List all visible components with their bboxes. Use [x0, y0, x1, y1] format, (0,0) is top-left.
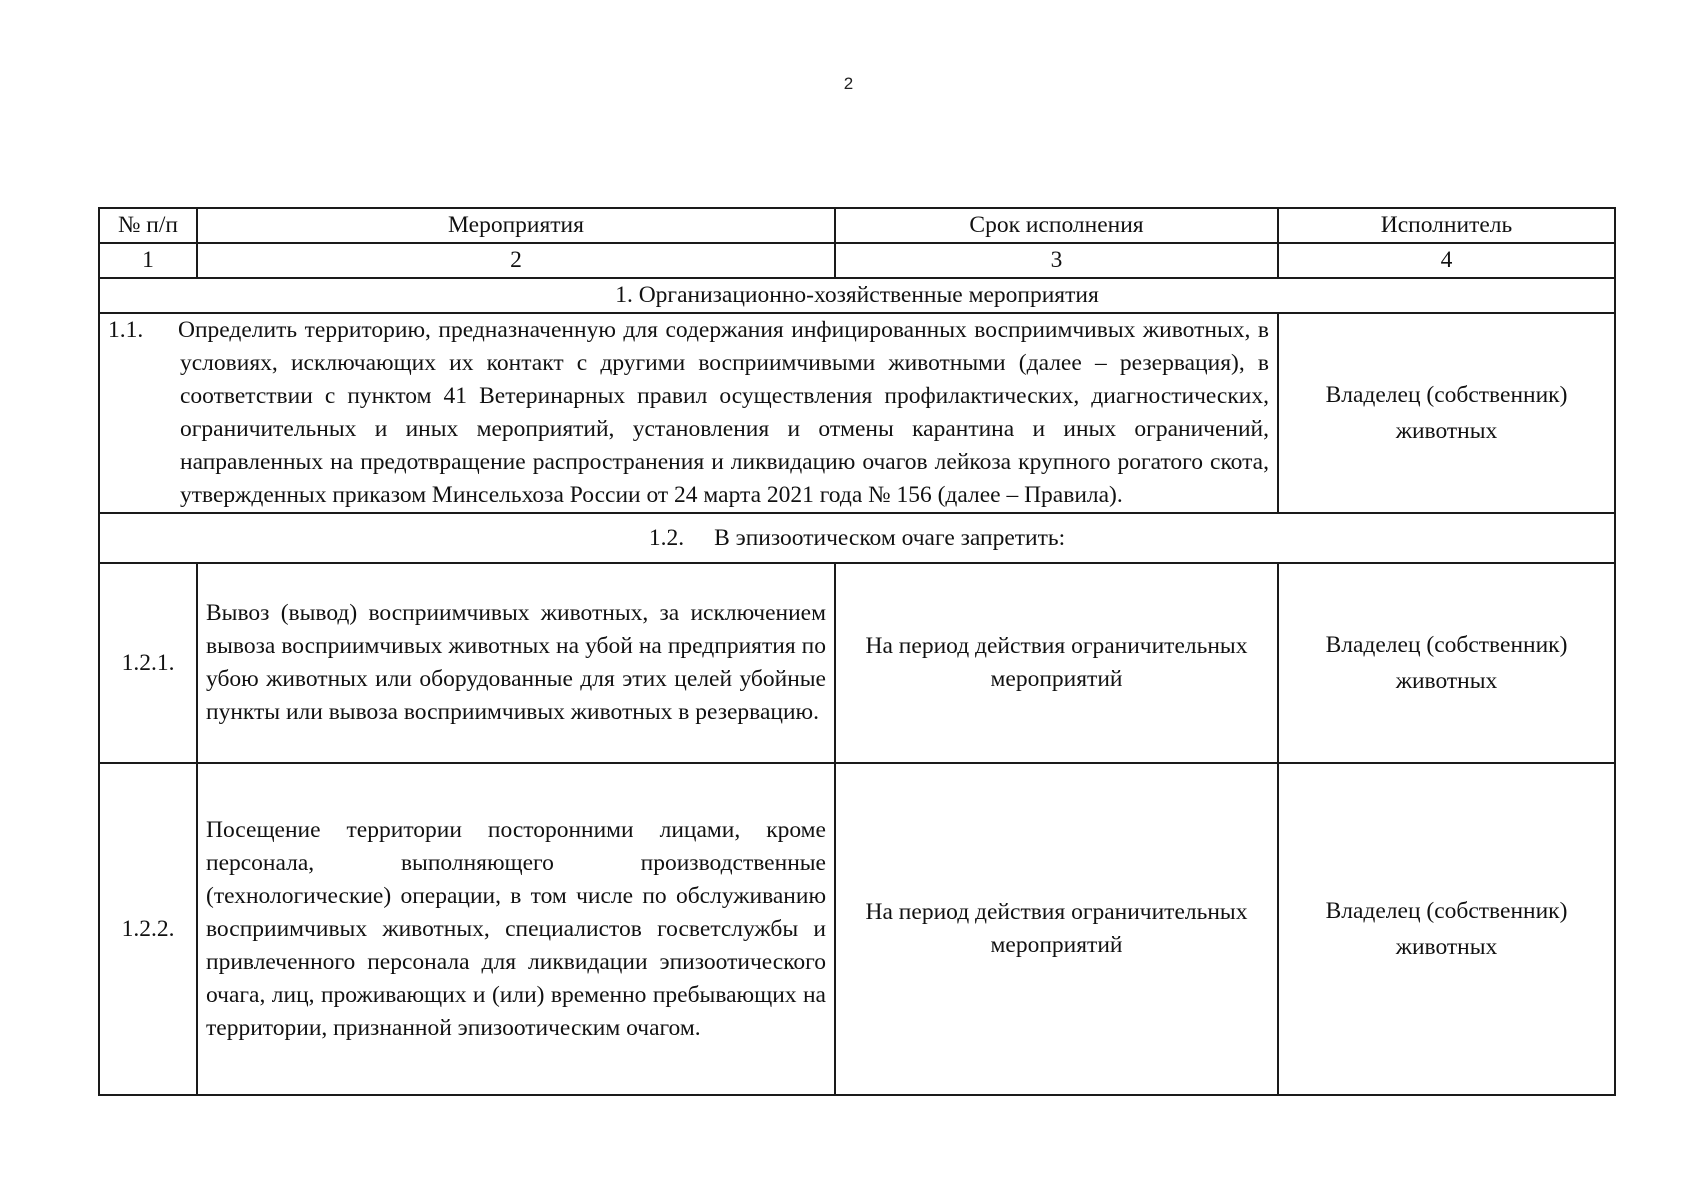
page-number: 2: [843, 74, 854, 93]
subheading-row-1-2: [99, 513, 1615, 563]
subheading-1-2: [99, 513, 1615, 563]
table-row-1-2-1: [99, 563, 1615, 763]
item-1-2-1-text: Вывоз (вывод) восприимчивых животных, за исключением вывоза восприимчивых животных на убой на предприятия по убою животных или оборудованные для этих целей убойные пункты или вывоза восприимчивых животных в резервацию.: [197, 563, 835, 763]
item-1-2-2-num: 1.2.2.: [99, 763, 197, 1095]
column-number-4: 4: [1278, 243, 1615, 278]
item-1-1-performer: Владелец (собственник) животных: [1278, 313, 1615, 513]
activities-table: [98, 207, 1616, 1096]
column-number-3: 3: [835, 243, 1278, 278]
item-1-1-num: 1.1.: [108, 317, 144, 343]
item-1-2-2-deadline: На период действия ограничительных мероприятий: [835, 763, 1278, 1095]
header-activities: Мероприятия: [197, 208, 835, 243]
item-1-2-num: 1.2.: [648, 524, 685, 551]
column-number-1: 1: [99, 243, 197, 278]
section-title-row: [99, 278, 1615, 313]
item-1-2-1-num: 1.2.1.: [99, 563, 197, 763]
item-1-1-body: [108, 314, 1269, 512]
header-num: № п/п: [99, 208, 197, 243]
item-1-2-1-deadline: На период действия ограничительных мероприятий: [835, 563, 1278, 763]
item-1-1-cell: [99, 313, 1278, 513]
item-1-2-title: В эпизоотическом очаге запретить:: [714, 524, 1066, 551]
item-1-1-text: Определить территорию, предназначенную для содержания инфицированных восприимчивых животных, в условиях, исключающих их контакт с другими восприимчивыми животными (далее – резервация), в соответствии с пунктом 41 Ветеринарных правил осуществления профилактических, диагностических, ограничительных и иных мероприятий, установления и отмены карантина и иных ограничений, направленных на предотвращение распространения и ликвидацию очагов лейкоза крупного рогатого скота, утвержденных приказом Минсельхоза России от 24 марта 2021 года № 156 (далее – Правила).: [178, 317, 1269, 508]
item-1-2-1-performer: Владелец (собственник) животных: [1278, 563, 1615, 763]
table-row-1-1: [99, 313, 1615, 513]
table-header-row: [99, 208, 1615, 243]
table-row-1-2-2: [99, 763, 1615, 1095]
column-numbers-row: [99, 243, 1615, 278]
header-deadline: Срок исполнения: [835, 208, 1278, 243]
header-performer: Исполнитель: [1278, 208, 1615, 243]
item-1-2-2-performer: Владелец (собственник) животных: [1278, 763, 1615, 1095]
column-number-2: 2: [197, 243, 835, 278]
item-1-2-2-text: Посещение территории посторонними лицами, кроме персонала, выполняющего производственные (технологические) операции, в том числе по обслуживанию восприимчивых животных, специалистов госветслужбы и привлеченного персонала для ликвидации эпизоотического очага, лиц, проживающих и (или) временно пребывающих на территории, признанной эпизоотическим очагом.: [197, 763, 835, 1095]
section-title: 1. Организационно-хозяйственные мероприятия: [99, 278, 1615, 313]
